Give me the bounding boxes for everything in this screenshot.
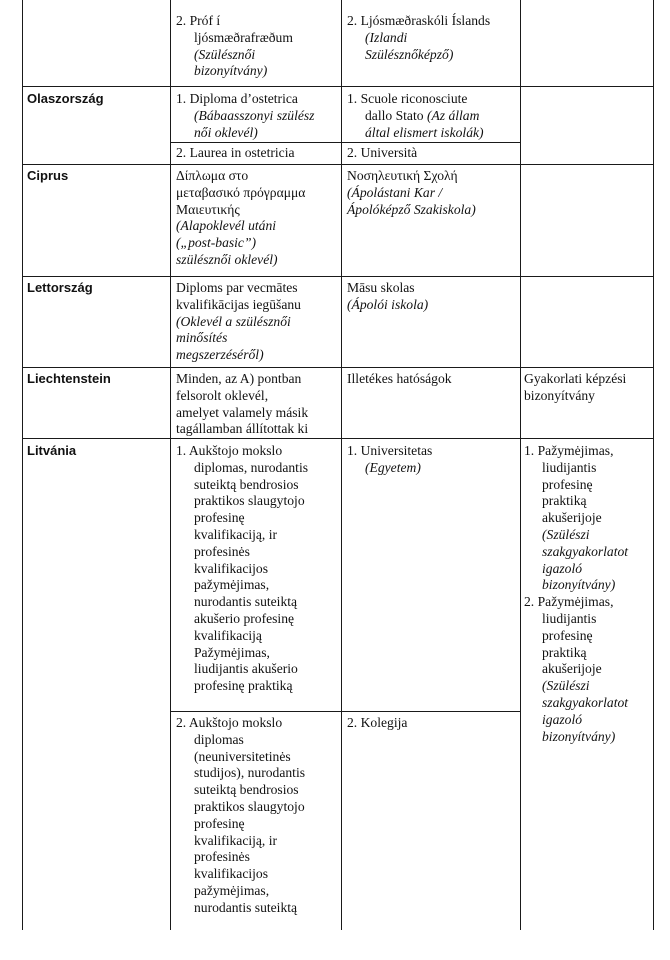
line-text: 2. Kolegija (347, 715, 408, 730)
row-rule (22, 86, 653, 87)
line-text: 2. Aukštojo mokslo (176, 715, 283, 730)
cell-line (176, 799, 305, 816)
cell-line (176, 314, 301, 331)
cell-line (347, 715, 407, 732)
cell-line (347, 125, 484, 142)
translation-text: igazoló (542, 560, 583, 576)
row-rule (170, 711, 520, 712)
cell-line (524, 460, 628, 477)
row-rule (22, 164, 653, 165)
translation-text: (Izlandi (365, 29, 408, 45)
line-text: liudijantis (542, 610, 597, 626)
column-rule (170, 0, 171, 930)
translation-text: minősítés (176, 330, 228, 346)
cell-line (176, 185, 305, 202)
cell-line (524, 611, 628, 628)
awarding-body-cell (347, 443, 432, 477)
cell-line (176, 715, 305, 732)
cell-line (176, 443, 308, 460)
cell-line (176, 628, 308, 645)
cell-line (347, 145, 417, 162)
cell-line (176, 218, 305, 235)
line-text: profesinę praktiką (194, 678, 293, 694)
line-text: nurodantis suteiktą (194, 594, 298, 610)
cell-line (524, 371, 626, 388)
line-text: μεταβασικό πρόγραμμα (176, 184, 306, 200)
cell-line (176, 91, 314, 108)
cell-line (524, 712, 628, 729)
line-text: pažymėjimas, (194, 882, 270, 898)
line-text: akušerijoje (542, 510, 602, 526)
cell-line (176, 866, 305, 883)
translation-text: (Szülészi (542, 526, 590, 542)
line-text: suteiktą bendrosios (194, 782, 299, 798)
translation-text: (Egyetem) (365, 459, 421, 475)
translation-text: női oklevél) (194, 124, 258, 140)
cell-line (176, 816, 305, 833)
line-text: praktikos slaugytojo (194, 798, 305, 814)
translation-text: („post-basic”) (176, 235, 257, 251)
cell-line (176, 883, 305, 900)
diploma-cell (176, 168, 305, 269)
diploma-cell (176, 13, 293, 80)
line-text: praktiką (542, 644, 587, 660)
line-text: Illetékes hatóságok (347, 371, 452, 386)
cell-line (176, 510, 308, 527)
line-text: profesinę (542, 476, 593, 492)
line-text: studijos), nurodantis (194, 765, 306, 781)
cell-line (524, 477, 628, 494)
cell-line (524, 628, 628, 645)
column-rule (22, 0, 23, 930)
line-text: Gyakorlati képzési (524, 371, 627, 386)
cell-line (176, 47, 293, 64)
cell-line (176, 202, 305, 219)
cell-line (176, 527, 308, 544)
awarding-body-cell (347, 91, 484, 141)
awarding-body-cell (347, 371, 452, 388)
cell-line (524, 661, 628, 678)
cell-line (347, 185, 476, 202)
country-label: Lettország (27, 280, 93, 295)
line-text: Māsu skolas (347, 280, 415, 295)
line-text: ljósmæðrafræðum (194, 29, 293, 45)
translation-text: megszerzéséről) (176, 347, 264, 363)
cell-line (176, 30, 293, 47)
cell-line (524, 510, 628, 527)
translation-text: (Ápolói iskola) (347, 296, 429, 312)
diploma-cell (176, 145, 295, 162)
line-text: kvalifikacijos (194, 560, 268, 576)
line-text: 1. Pažymėjimas, (524, 443, 614, 458)
translation-text: (Szülészi (542, 678, 590, 694)
line-text: pažymėjimas, (194, 577, 270, 593)
cell-line (524, 729, 628, 746)
line-text: Μαιευτικής (176, 201, 240, 217)
line-text: liudijantis akušerio (194, 661, 298, 677)
cell-line (347, 91, 484, 108)
cell-line (176, 477, 308, 494)
line-text: Νοσηλευτική Σχολή (347, 168, 458, 183)
cell-line (347, 460, 432, 477)
cell-line (176, 108, 314, 125)
line-text: amelyet valamely másik (176, 404, 309, 420)
row-rule (170, 142, 520, 143)
diploma-cell (176, 280, 301, 364)
line-text: kvalifikacijos (194, 866, 268, 882)
line-text: profesinę (542, 627, 593, 643)
cell-line (524, 493, 628, 510)
cell-line (347, 443, 432, 460)
cell-line (176, 125, 314, 142)
line-text: tagállamban állítottak ki (176, 421, 309, 437)
line-text: kvalifikaciją, ir (194, 526, 278, 542)
cell-line (176, 544, 308, 561)
cell-line (176, 405, 308, 422)
line-text: kvalifikaciją (194, 627, 262, 643)
line-text: akušerio profesinę (194, 610, 295, 626)
country-label: Olaszország (27, 91, 104, 106)
awarding-body-cell (347, 280, 428, 314)
line-text: 2. Ljósmæðraskóli Íslands (347, 13, 491, 28)
column-rule (341, 0, 342, 930)
cell-line (176, 493, 308, 510)
line-text: praktikos slaugytojo (194, 493, 305, 509)
column-rule (653, 0, 654, 930)
cell-line (176, 235, 305, 252)
cell-line (347, 13, 490, 30)
cell-line (347, 30, 490, 47)
certificate-cell (524, 371, 626, 405)
cell-line (347, 297, 428, 314)
diploma-cell (176, 91, 314, 141)
awarding-body-cell (347, 168, 476, 218)
cell-line (176, 63, 293, 80)
cell-line (176, 347, 301, 364)
translation-text: (Alapoklevél utáni (176, 218, 277, 234)
cell-line (176, 611, 308, 628)
line-text: bizonyítvány (524, 387, 595, 403)
cell-line (347, 202, 476, 219)
awarding-body-cell (347, 715, 407, 732)
translation-text: szakgyakorlatot (542, 694, 629, 710)
cell-line (176, 749, 305, 766)
cell-line (176, 13, 293, 30)
cell-line (524, 577, 628, 594)
translation-text: (Oklevél a szülésznői (176, 313, 291, 329)
line-text: profesinę (194, 815, 245, 831)
diploma-cell (176, 443, 308, 695)
cell-line (176, 577, 308, 594)
cell-line (176, 280, 301, 297)
cell-line (524, 678, 628, 695)
cell-line (176, 849, 305, 866)
certificate-cell (524, 443, 628, 745)
line-text: 1. Universitetas (347, 443, 433, 458)
cell-line (524, 561, 628, 578)
cell-line (176, 833, 305, 850)
cell-line (347, 371, 452, 388)
translation-text: Szülésznőképző) (365, 46, 454, 62)
line-text: felsorolt oklevél, (176, 387, 269, 403)
translation-text: Ápolóképző Szakiskola) (347, 201, 476, 217)
column-rule (520, 0, 521, 930)
diploma-cell (176, 715, 305, 917)
cell-line (524, 645, 628, 662)
cell-line (347, 168, 476, 185)
row-rule (22, 438, 653, 439)
cell-line (176, 168, 305, 185)
line-text: dallo Stato (365, 107, 427, 123)
line-text: 1. Diploma d’ostetrica (176, 91, 298, 106)
line-text: 1. Scuole riconosciute (347, 91, 468, 106)
cell-line (176, 421, 308, 438)
line-text: Minden, az A) pontban (176, 371, 302, 386)
line-text: 2. Laurea in ostetricia (176, 145, 295, 160)
cell-line (176, 765, 305, 782)
translation-text: szülésznői oklevél) (176, 251, 278, 267)
cell-line (176, 252, 305, 269)
translation-text: bizonyítvány) (194, 63, 268, 79)
country-label: Liechtenstein (27, 371, 111, 386)
line-text: profesinę (194, 510, 245, 526)
translation-text: (Bábaasszonyi szülész (194, 107, 315, 123)
cell-line (347, 47, 490, 64)
cell-line (176, 145, 295, 162)
cell-line (176, 732, 305, 749)
translation-text: (Az állam (426, 107, 480, 123)
cell-line (524, 443, 628, 460)
awarding-body-cell (347, 13, 490, 63)
line-text: 2. Pažymėjimas, (524, 594, 614, 610)
cell-line (176, 388, 308, 405)
translation-text: (Szülésznői (194, 46, 256, 62)
line-text: 2. Próf í (176, 13, 221, 28)
line-text: nurodantis suteiktą (194, 899, 298, 915)
line-text: 2. Università (347, 145, 418, 160)
cell-line (176, 678, 308, 695)
cell-line (176, 645, 308, 662)
cell-line (524, 544, 628, 561)
line-text: Diploms par vecmātes (176, 280, 298, 295)
line-text: profesinės (194, 849, 250, 865)
line-text: profesinės (194, 543, 250, 559)
awarding-body-cell (347, 145, 417, 162)
line-text: kvalifikācijas iegūšanu (176, 296, 301, 312)
translation-text: bizonyítvány) (542, 577, 616, 593)
diploma-cell (176, 371, 308, 438)
line-text: diplomas (194, 731, 244, 747)
row-rule (22, 276, 653, 277)
country-label: Litvánia (27, 443, 77, 458)
cell-line (524, 594, 628, 611)
line-text: suteiktą bendrosios (194, 476, 299, 492)
line-text: Pažymėjimas, (194, 644, 270, 660)
line-text: 1. Aukštojo mokslo (176, 443, 283, 458)
line-text: Δίπλωμα στο (176, 168, 249, 183)
translation-text: igazoló (542, 711, 583, 727)
cell-line (176, 330, 301, 347)
country-label: Ciprus (27, 168, 69, 183)
line-text: (neuniversitetinės (194, 748, 291, 764)
line-text: praktiką (542, 493, 587, 509)
cell-line (347, 108, 484, 125)
line-text: kvalifikaciją, ir (194, 832, 278, 848)
cell-line (524, 388, 626, 405)
cell-line (176, 460, 308, 477)
cell-line (176, 297, 301, 314)
row-rule (22, 367, 653, 368)
line-text: diplomas, nurodantis (194, 459, 309, 475)
cell-line (524, 527, 628, 544)
translation-text: által elismert iskolák) (365, 124, 484, 140)
translation-text: szakgyakorlatot (542, 543, 629, 559)
cell-line (524, 695, 628, 712)
cell-line (176, 782, 305, 799)
line-text: akušerijoje (542, 661, 602, 677)
translation-text: bizonyítvány) (542, 728, 616, 744)
cell-line (176, 661, 308, 678)
cell-line (176, 371, 308, 388)
cell-line (347, 280, 428, 297)
cell-line (176, 594, 308, 611)
cell-line (176, 561, 308, 578)
translation-text: (Ápolástani Kar / (347, 184, 443, 200)
cell-line (176, 900, 305, 917)
line-text: liudijantis (542, 459, 597, 475)
